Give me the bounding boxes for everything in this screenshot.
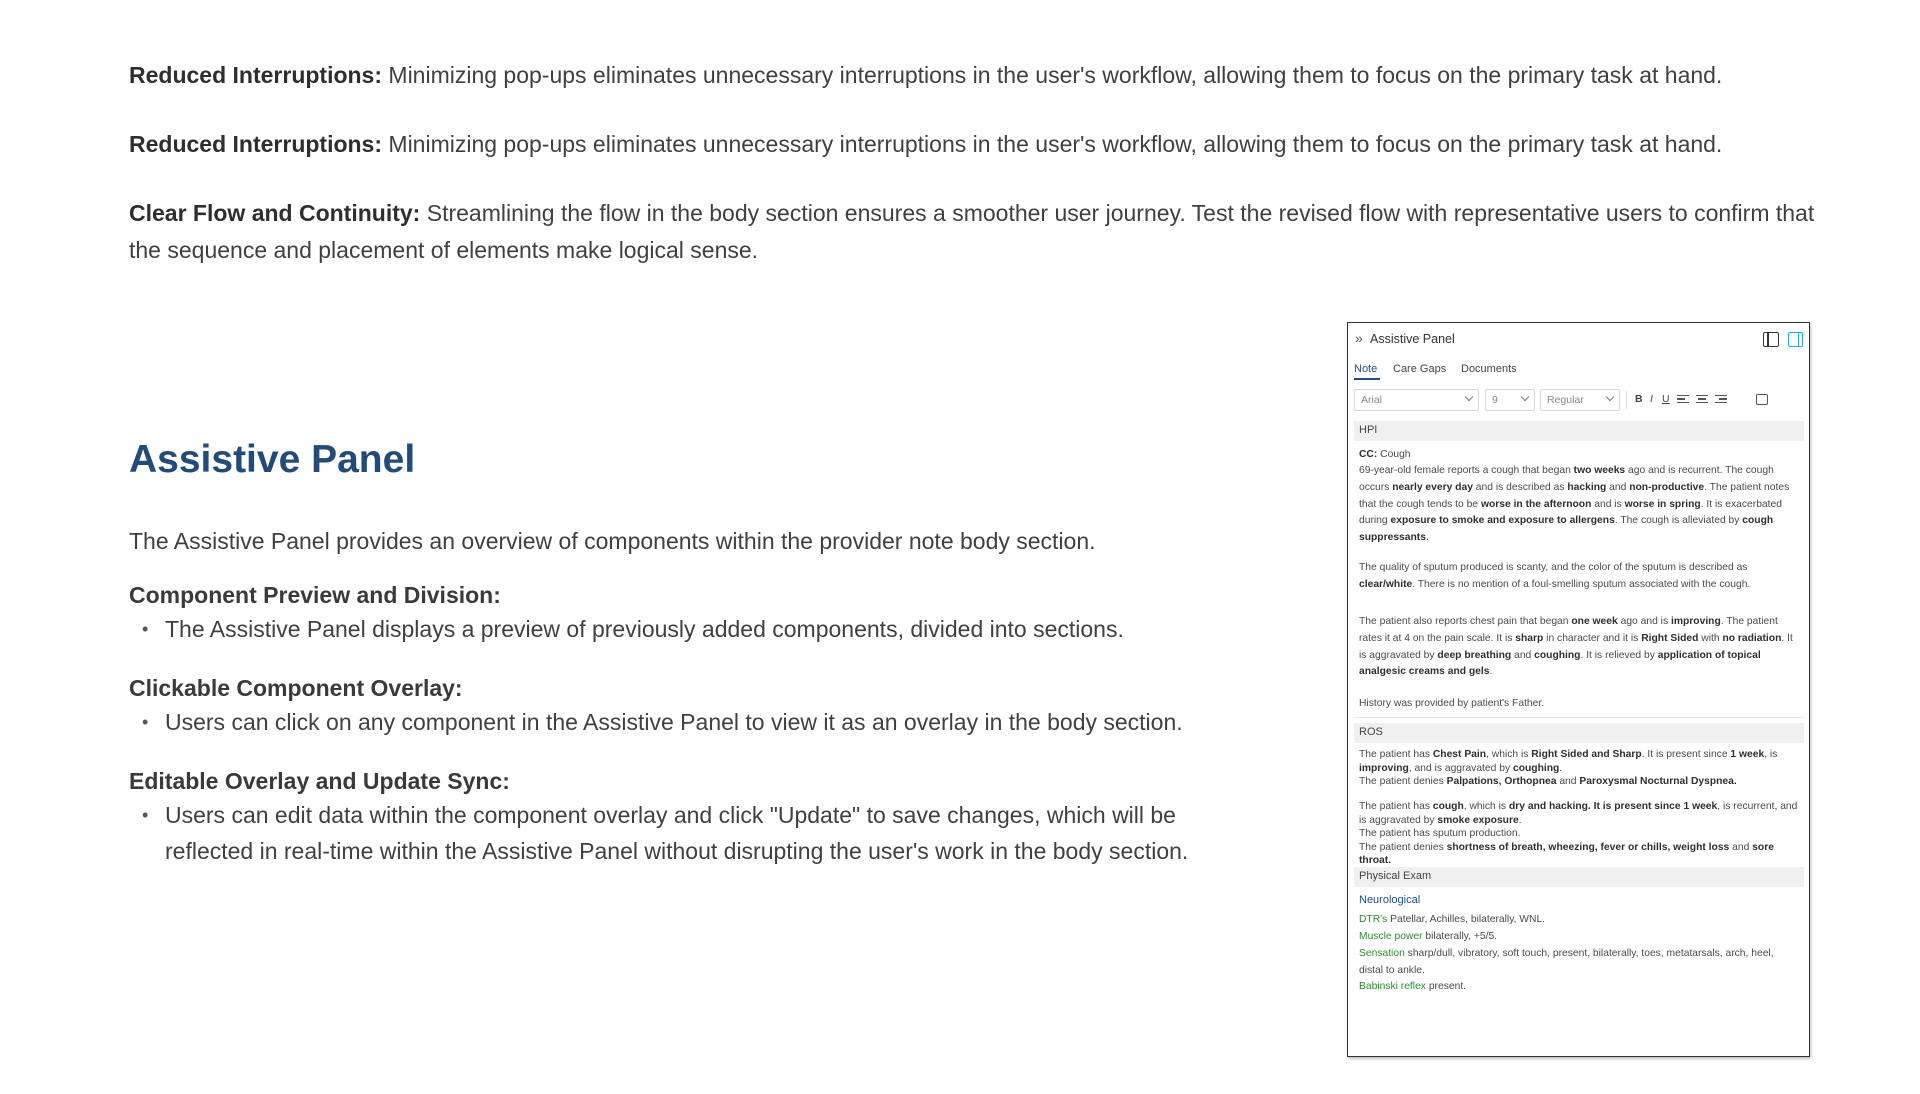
exam-finding[interactable] — [1359, 929, 1799, 946]
panel-header — [1348, 323, 1809, 355]
bold-term: shortness of breath, wheezing, fever or chills, weight loss — [1446, 841, 1730, 853]
bold-term: cough suppressants — [1359, 515, 1774, 544]
bold-term: Chest Pain — [1432, 749, 1487, 760]
bold-term: improving — [1670, 616, 1721, 627]
bold-term: Right Sided and Sharp — [1531, 749, 1642, 760]
feature-heading: Component Preview and Division: — [129, 582, 501, 608]
bold-term: 1 week — [1730, 749, 1765, 760]
feature-bullet: • Users can click on any component in the Assistive Panel to view it as an overlay in the body section. — [129, 704, 1259, 740]
exam-finding-key: Babinski reflex — [1359, 981, 1426, 992]
paragraph-text: Minimizing pop-ups eliminates unnecessary interruptions in the user's workflow, allowing them to focus on the primary task at hand. — [382, 131, 1723, 157]
bold-term: smoke exposure — [1437, 814, 1519, 826]
paragraph-reduced-interruptions-1 — [129, 57, 1819, 94]
tab-documents[interactable]: Documents — [1461, 363, 1517, 375]
font-family-value: Arial — [1361, 394, 1383, 406]
exam-finding-key: Muscle power — [1359, 931, 1423, 942]
italic-button[interactable]: I — [1650, 393, 1653, 405]
underline-button[interactable]: U — [1662, 393, 1670, 405]
bold-term: application of topical analgesic creams and gels — [1359, 649, 1761, 678]
bold-term: sharp — [1515, 632, 1544, 644]
align-center-icon[interactable] — [1696, 395, 1708, 404]
active-tab-indicator — [1354, 378, 1380, 380]
ros-paragraph-2[interactable]: The patient has cough, which is dry and hacking. It is present since 1 week, is recurrent, and is aggravated by smoke exposure. The patient has sputum production. The patient denies shortness of breath, wheezing, fever or chills, weight loss and sore throat. — [1359, 801, 1798, 866]
font-family-select[interactable] — [1354, 389, 1479, 411]
font-weight-select[interactable] — [1540, 389, 1620, 411]
bold-term: dry and hacking. It is present since 1 week — [1508, 801, 1718, 812]
exam-system-neurological[interactable]: Neurological — [1359, 894, 1421, 906]
bold-button[interactable]: B — [1635, 393, 1643, 405]
hpi-history-note[interactable]: History was provided by patient's Father. — [1359, 698, 1545, 709]
divider — [1354, 717, 1804, 718]
paragraph-title: Clear Flow and Continuity: — [129, 200, 421, 226]
hpi-paragraph-3[interactable]: The patient also reports chest pain that began one week ago and is improving. The patient rates it at 4 on the pain scale. It is sharp in character and it is Right Sided with no radiation. It is aggravated by deep breathing and coughing. It is relieved by application of topical analgesic creams and gels. — [1359, 616, 1793, 678]
exam-finding[interactable] — [1359, 979, 1799, 996]
section-hpi-header[interactable] — [1354, 421, 1804, 441]
section-intro: The Assistive Panel provides an overview of components within the provider note body section. — [129, 528, 1096, 554]
bold-term: nearly every day — [1392, 481, 1473, 493]
bold-term: improving — [1359, 762, 1409, 774]
paragraph-clear-flow — [129, 195, 1819, 269]
bold-term: cough — [1432, 801, 1464, 812]
exam-finding[interactable] — [1359, 912, 1799, 929]
hpi-paragraph-1[interactable]: 69-year-old female reports a cough that began two weeks ago and is recurrent. The cough occurs nearly every day and is described as hacking and non-productive. The patient notes that the cough tends to be worse in the afternoon and is worse in spring. It is exacerbated during exposure to smoke and exposure to allergens. The cough is alleviated by cough suppressants. — [1359, 465, 1790, 544]
feature-heading: Clickable Component Overlay: — [129, 675, 463, 701]
bold-term: Palpations, Orthopnea — [1446, 776, 1557, 787]
bold-term: coughing — [1534, 649, 1581, 661]
section-title: Assistive Panel — [129, 438, 416, 481]
align-left-icon[interactable] — [1677, 395, 1689, 404]
layout-right-panel-icon[interactable] — [1788, 332, 1803, 347]
chevron-down-icon — [1606, 393, 1614, 401]
bold-term: clear/white — [1359, 578, 1413, 590]
section-ros-header[interactable] — [1354, 723, 1804, 743]
paragraph-text: Minimizing pop-ups eliminates unnecessary interruptions in the user's workflow, allowing them to focus on the primary task at hand. — [382, 62, 1723, 88]
bold-term: Right Sided — [1641, 632, 1699, 644]
feature-editable-overlay — [129, 765, 1259, 869]
ros-paragraph-1[interactable]: The patient has Chest Pain, which is Right Sided and Sharp. It is present since 1 week, is improving, and is aggravated by coughing. The patient denies Palpations, Orthopnea and Paroxysmal Nocturnal Dyspnea. — [1359, 749, 1778, 787]
section-label: HPI — [1359, 424, 1378, 436]
hpi-chief-complaint[interactable] — [1359, 447, 1799, 464]
font-size-value: 9 — [1492, 394, 1498, 406]
paragraph-reduced-interruptions-2 — [129, 126, 1819, 163]
exam-finding-value: sharp/dull, vibratory, soft touch, present, bilaterally, toes, metatarsals, arch, heel, distal to ankle. — [1359, 948, 1774, 976]
bold-term: no radiation — [1722, 632, 1782, 644]
exam-finding-value: Patellar, Achilles, bilaterally, WNL. — [1387, 914, 1546, 925]
chevron-down-icon — [1521, 393, 1529, 401]
panel-title: Assistive Panel — [1370, 332, 1455, 346]
feature-heading: Editable Overlay and Update Sync: — [129, 768, 510, 794]
tab-care-gaps[interactable]: Care Gaps — [1393, 363, 1447, 375]
bold-term: two weeks — [1573, 465, 1626, 476]
exam-finding-value: bilaterally, +5/5. — [1422, 931, 1498, 942]
toolbar-divider — [1626, 391, 1627, 409]
bold-term: worse in spring — [1624, 498, 1701, 510]
cc-label: CC: — [1359, 449, 1378, 460]
bold-term: sore throat. — [1359, 841, 1774, 866]
insert-image-icon[interactable] — [1756, 394, 1768, 405]
layout-left-panel-icon[interactable] — [1763, 332, 1779, 347]
align-right-icon[interactable] — [1715, 395, 1727, 404]
bold-term: Paroxysmal Nocturnal Dyspnea. — [1579, 776, 1737, 787]
hpi-paragraph-2[interactable]: The quality of sputum produced is scanty, and the color of the sputum is described as clear/white. There is no mention of a foul-smelling sputum associated with the cough. — [1359, 562, 1751, 590]
assistive-panel — [1347, 322, 1810, 1057]
double-chevron-right-icon[interactable]: » — [1355, 330, 1363, 346]
bold-term: deep breathing — [1437, 649, 1512, 661]
formatting-toolbar — [1354, 389, 1804, 413]
paragraph-title: Reduced Interruptions: — [129, 131, 383, 157]
exam-finding[interactable] — [1359, 946, 1799, 980]
section-label: Physical Exam — [1359, 870, 1432, 882]
exam-finding-value: present. — [1425, 981, 1467, 992]
bold-term: worse in the afternoon — [1480, 498, 1592, 510]
bold-term: hacking — [1567, 481, 1607, 493]
font-size-select[interactable] — [1485, 389, 1535, 411]
font-weight-value: Regular — [1547, 394, 1584, 406]
tab-note[interactable]: Note — [1354, 363, 1378, 375]
feature-clickable-overlay — [129, 672, 1259, 740]
chevron-down-icon — [1465, 393, 1473, 401]
exam-finding-key: Sensation — [1359, 948, 1405, 959]
exam-finding-key: DTR's — [1359, 914, 1388, 925]
cc-value: Cough — [1377, 449, 1411, 460]
feature-bullet: • The Assistive Panel displays a preview of previously added components, divided into sections. — [129, 611, 1259, 647]
bold-term: one week — [1571, 616, 1618, 627]
feature-bullet: • Users can edit data within the component overlay and click "Update" to save changes, which will be reflected in real-time within the Assistive Panel without disrupting the user's work in the body section. — [129, 797, 1259, 869]
bold-term: exposure to smoke and exposure to allergens — [1390, 515, 1615, 527]
section-label: ROS — [1359, 726, 1383, 738]
paragraph-text: Streamlining the flow in the body section ensures a smoother user journey. Test the revised flow with representative users to confirm that the sequence and placement of elements make logical sense. — [129, 200, 1815, 263]
feature-component-preview — [129, 579, 1259, 647]
paragraph-title: Reduced Interruptions: — [129, 62, 383, 88]
section-physical-exam-header[interactable] — [1354, 867, 1804, 887]
bold-term: non-productive — [1629, 481, 1705, 493]
bold-term: coughing — [1512, 762, 1560, 774]
